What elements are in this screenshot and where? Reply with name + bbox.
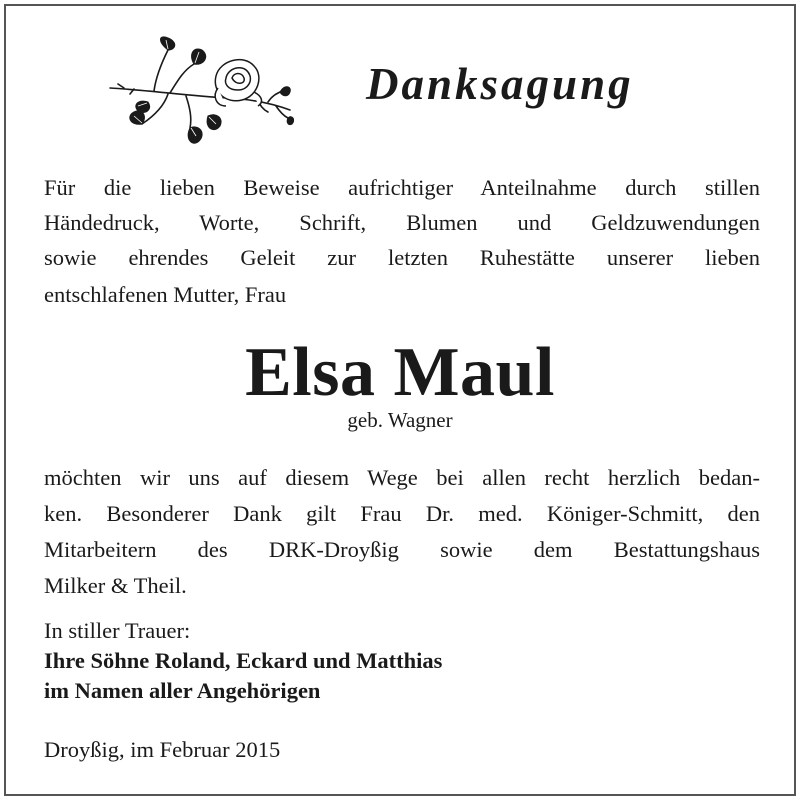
mourning-intro: In stiller Trauer: [44,618,191,643]
thanks-paragraph [44,460,760,604]
intro-paragraph [44,170,760,315]
intro-line: Händedruck, Worte, Schrift, Blumen und Geldzuwendungen [44,210,760,235]
thanks-line: Mitarbeitern des DRK-Droyßig sowie dem Bestattungshaus [44,537,760,562]
deceased-name: Elsa Maul [245,334,555,411]
heading-danksagung: Danksagung [366,59,634,109]
mourning-signature [44,616,760,706]
intro-line: Für die lieben Beweise aufrichtiger Anteilnahme durch stillen [44,175,760,200]
obituary-notice [4,4,796,796]
intro-line: sowie ehrendes Geleit zur letzten Ruhestätte unserer lieben [44,245,760,270]
mourners-line: Ihre Söhne Roland, Eckard und Matthias [44,648,443,673]
relatives-line: im Namen aller Angehörigen [44,678,321,703]
thanks-line: ken. Besonderer Dank gilt Frau Dr. med. Königer-Schmitt, den [44,501,760,526]
intro-line: entschlafenen Mutter, Frau [44,282,287,307]
thanks-line: möchten wir uns auf diesem Wege bei allen recht herzlich bedan- [44,465,760,490]
place-date: Droyßig, im Februar 2015 [44,737,281,762]
maiden-name: geb. Wagner [347,408,453,432]
thanks-line: Milker & Theil. [44,573,187,598]
